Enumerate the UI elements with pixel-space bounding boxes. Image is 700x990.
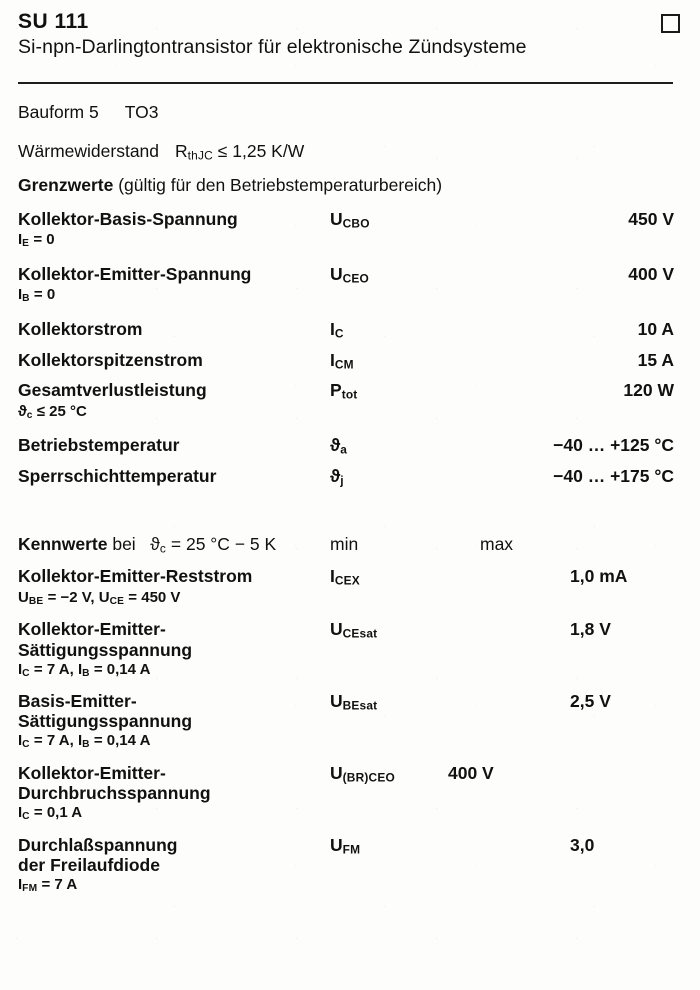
header-divider (18, 82, 673, 84)
limit-row (18, 264, 686, 306)
thermal-resistance-row (18, 141, 686, 163)
package-row (18, 102, 686, 123)
limit-value: −40 … +125 °C (553, 435, 674, 456)
column-header-min: min (330, 533, 359, 554)
limit-symbol: $P_{tot}$ (330, 380, 358, 402)
limit-row (18, 380, 686, 422)
characteristic-label: Durchlaßspannung der Freilaufdiode (18, 834, 178, 875)
page-header (18, 10, 686, 33)
characteristic-row (18, 619, 686, 680)
characteristic-row (18, 691, 686, 752)
column-header-max: max (480, 533, 514, 554)
limit-condition: $ϑ_c \le 25$ °C (18, 402, 87, 422)
characteristic-label: Kollektor-Emitter- Durchbruchsspannung (18, 762, 211, 803)
limit-condition: $I_B = 0$ (18, 286, 56, 305)
characteristics-condition-symbol: ϑ (150, 533, 160, 554)
characteristics-condition-symbol-sub: c (159, 541, 167, 556)
limits-heading (18, 175, 686, 196)
limit-label: Kollektor-Emitter-Spannung (18, 263, 252, 284)
characteristic-condition: $U_{BE} = -2$ V, $U_{CE} = 450$ V (18, 588, 181, 608)
limit-symbol: $I_C$ (330, 318, 344, 341)
characteristic-row (18, 763, 686, 824)
characteristic-max: 2,5 V (570, 691, 611, 712)
limit-row (18, 209, 686, 251)
limits-heading-rest: (gültig für den Betriebstemperaturbereich) (118, 174, 443, 195)
limit-symbol: $ϑ_a$ (330, 435, 348, 457)
characteristic-max: 1,8 V (570, 619, 611, 640)
characteristic-condition: $I_C = 7$ A, $I_B = 0,14$ A (18, 660, 151, 679)
limit-row (18, 466, 686, 488)
limit-value: −40 … +175 °C (553, 466, 674, 486)
limit-value: 450 V (628, 208, 674, 229)
thermal-resistance-symbol-sub: thJC (187, 148, 213, 163)
characteristic-condition: $I_C = 0,1$ A (18, 804, 83, 823)
characteristic-symbol: $I_{CEX}$ (330, 566, 360, 588)
characteristic-label: Kollektor-Emitter-Reststrom (18, 566, 253, 587)
characteristic-condition: $I_{FM} = 7$ A (18, 875, 78, 895)
page-title: SU 111 (18, 10, 89, 33)
limit-symbol: $I_{CM}$ (330, 349, 354, 372)
limit-row (18, 319, 686, 341)
characteristic-condition: $I_C = 7$ A, $I_B = 0,14$ A (18, 732, 151, 751)
limit-row (18, 435, 686, 457)
limit-label: Kollektorstrom (18, 318, 143, 339)
limit-label: Kollektorspitzenstrom (18, 349, 203, 370)
characteristic-label: Basis-Emitter- Sättigungsspannung (18, 691, 193, 732)
square-marker-icon (661, 14, 680, 33)
page-subtitle: Si-npn-Darlingtontransistor für elektronische Zündsysteme (18, 36, 527, 59)
characteristic-max: 3,0 (570, 834, 595, 855)
characteristic-symbol: $U_{(BR)CEO}$ (330, 762, 395, 785)
limit-symbol: $U_{CBO}$ (330, 208, 370, 231)
thermal-resistance-label: Wärmewiderstand (18, 141, 160, 162)
characteristic-min: 400 V (448, 762, 494, 783)
limit-value: 120 W (623, 380, 674, 401)
package-value: TO3 (124, 102, 159, 123)
limit-row (18, 350, 686, 372)
characteristic-label: Kollektor-Emitter- Sättigungsspannung (18, 619, 193, 660)
characteristic-row (18, 835, 686, 896)
limit-label: Betriebstemperatur (18, 435, 180, 456)
package-label: Bauform 5 (18, 102, 99, 123)
limit-symbol: $ϑ_j$ (330, 466, 344, 488)
limit-symbol: $U_{CEO}$ (330, 263, 370, 286)
limit-label: Sperrschichttemperatur (18, 466, 217, 486)
characteristic-symbol: $U_{BEsat}$ (330, 691, 378, 713)
characteristics-condition-value: = 25 °C − 5 K (166, 533, 277, 554)
thermal-resistance-symbol: R (175, 141, 188, 162)
limit-value: 15 A (637, 349, 674, 370)
limit-value: 10 A (637, 318, 674, 339)
limits-heading-bold: Grenzwerte (18, 174, 114, 195)
limit-value: 400 V (628, 263, 674, 284)
characteristic-symbol: $U_{CEsat}$ (330, 619, 378, 641)
thermal-resistance-value: ≤ 1,25 K/W (217, 141, 305, 162)
characteristic-row (18, 566, 686, 608)
characteristics-heading-bold: Kennwerte (18, 533, 108, 554)
limit-label: Gesamtverlustleistung (18, 380, 207, 401)
characteristic-symbol: $U_{FM}$ (330, 834, 361, 857)
characteristics-heading-rest: bei (112, 533, 136, 554)
characteristic-max: 1,0 mA (570, 566, 628, 587)
characteristics-heading (18, 534, 686, 556)
limit-label: Kollektor-Basis-Spannung (18, 208, 238, 229)
limit-condition: $I_E = 0$ (18, 231, 55, 250)
